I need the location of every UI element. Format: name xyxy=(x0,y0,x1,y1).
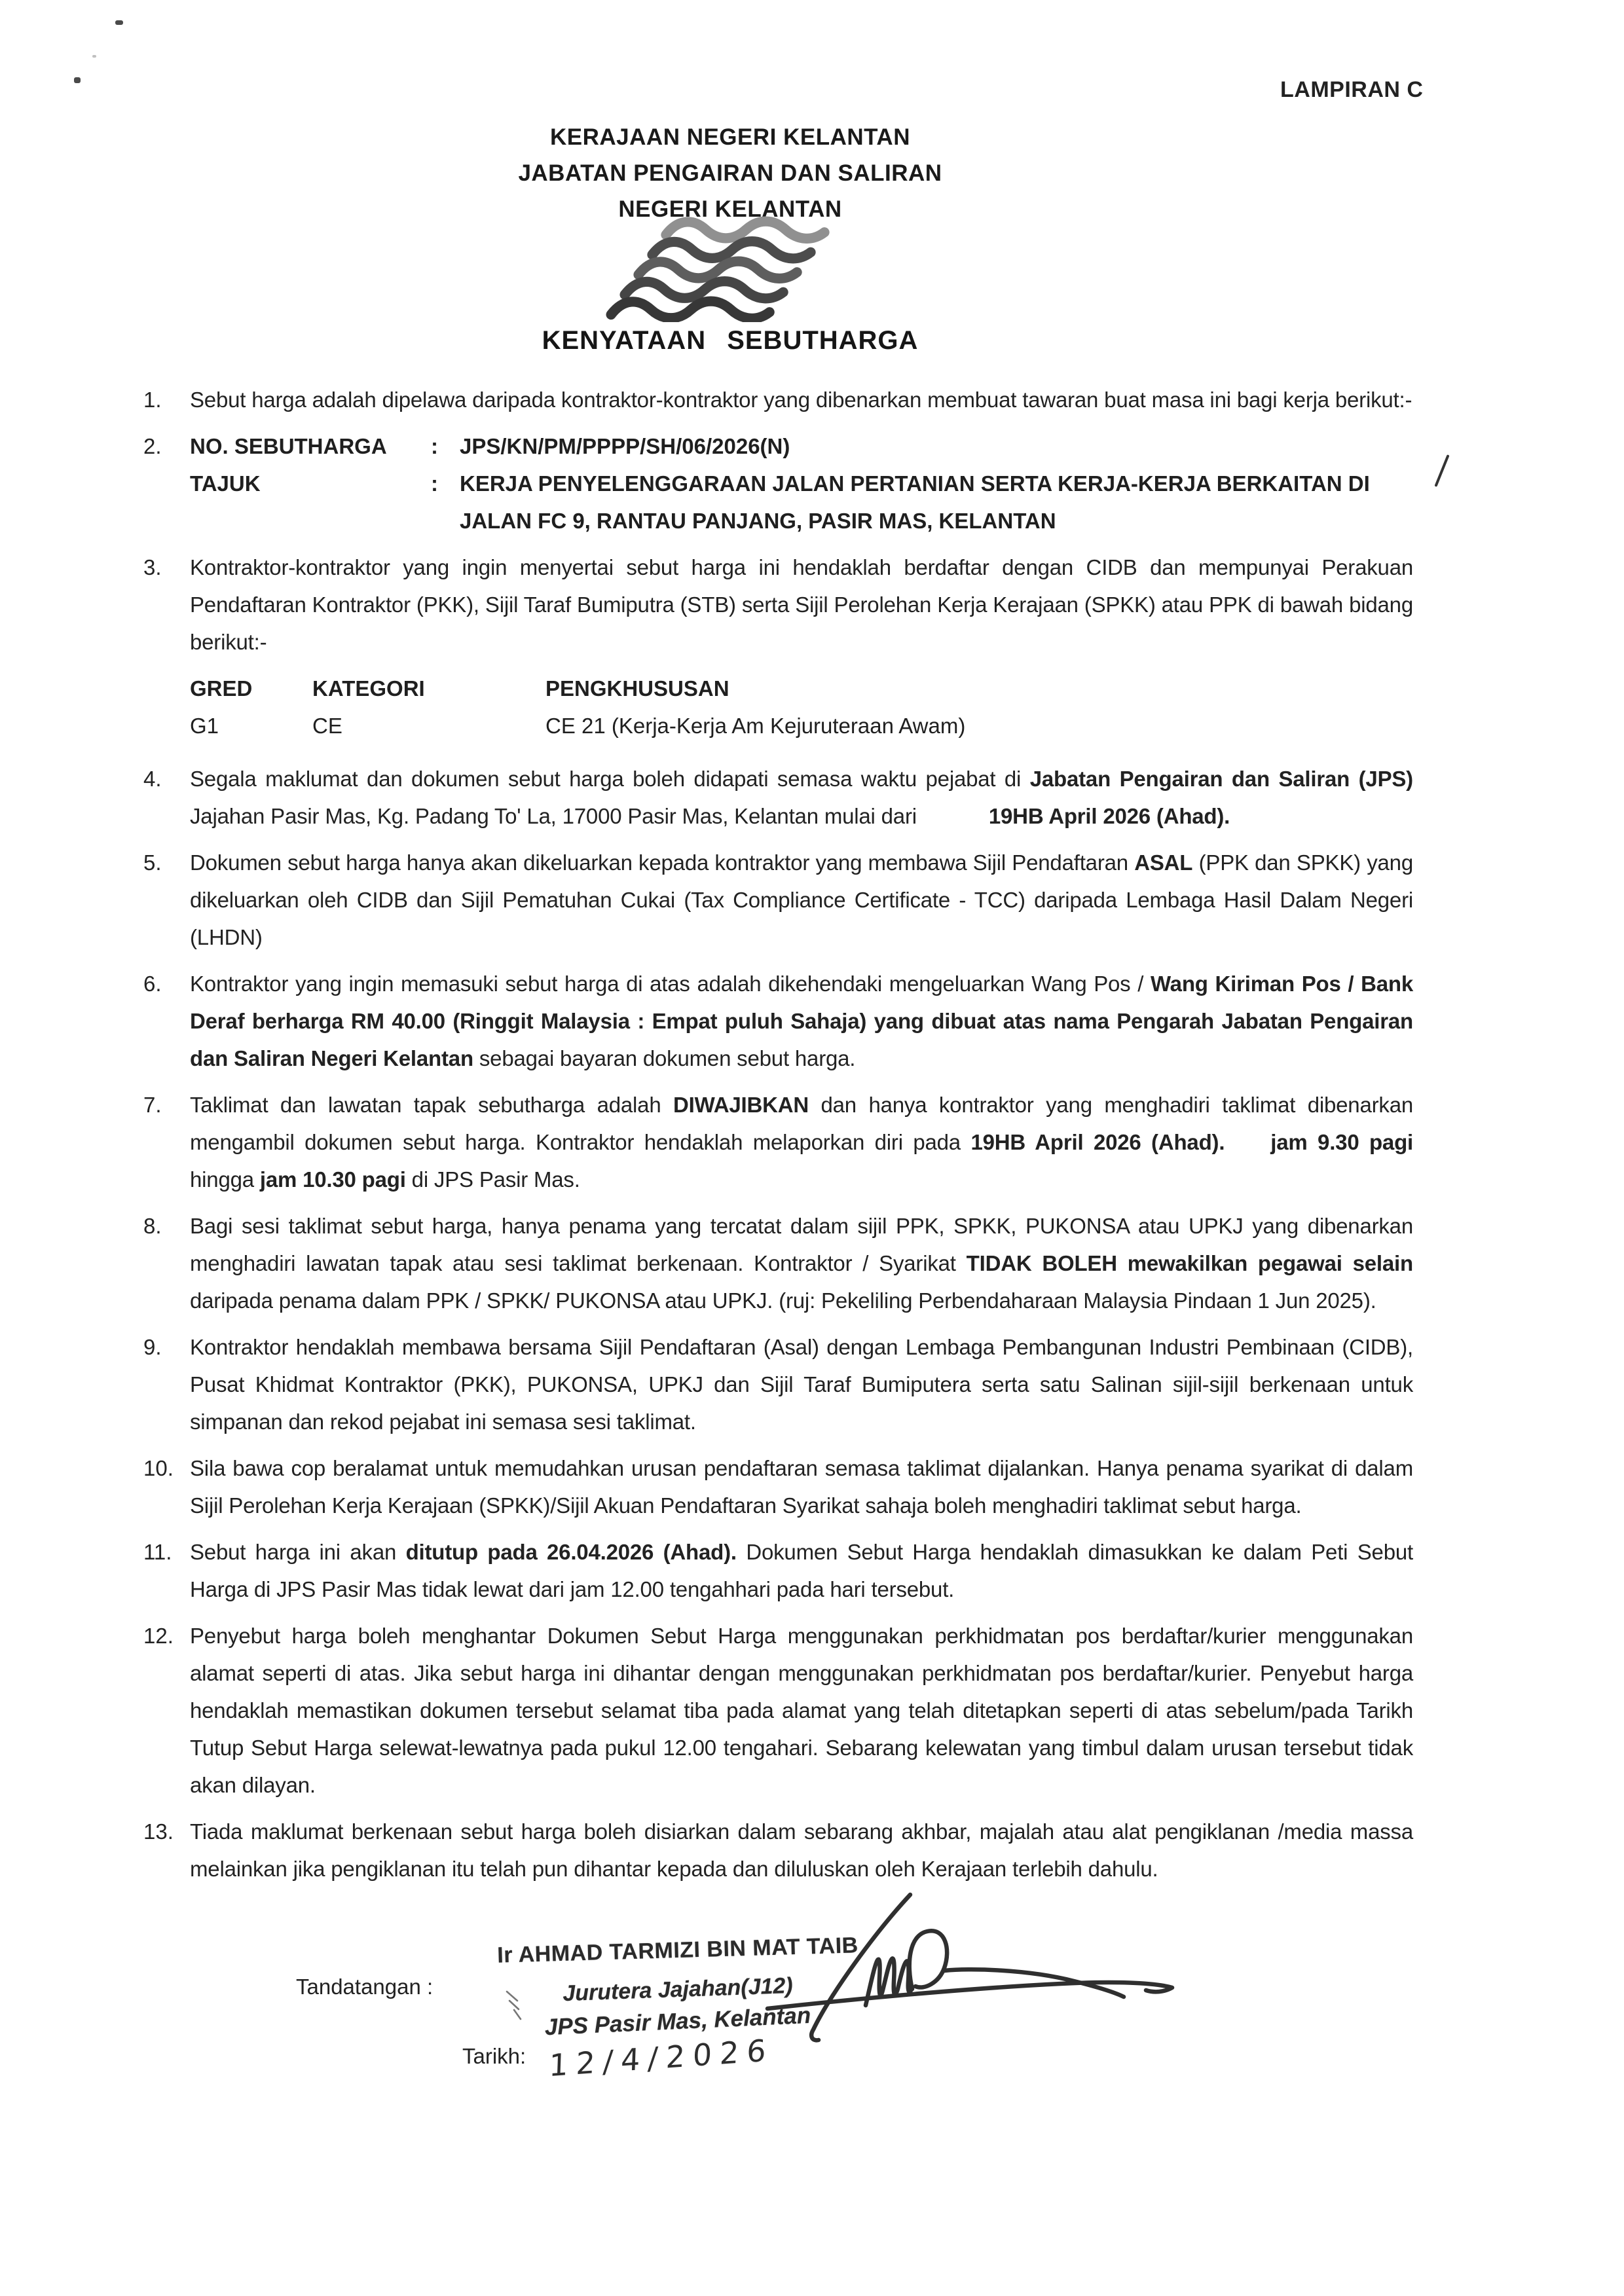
clause-1 xyxy=(141,381,1413,418)
document-items xyxy=(141,381,1413,1897)
clause-number: 11. xyxy=(143,1540,172,1564)
bold-text-run: 19HB April 2026 (Ahad). xyxy=(988,804,1230,828)
clause-text xyxy=(190,760,1413,835)
text-run: Tiada maklumat berkenaan sebut harga boleh disiarkan dalam sebarang akhbar, majalah atau alat pengiklanan /media massa melainkan jika pengiklanan itu telah pun dihantar kepada dan diluluskan oleh Kerajaan terlebih dahulu. xyxy=(190,1819,1413,1881)
wave-band-1 xyxy=(666,221,824,238)
clause-4 xyxy=(141,760,1413,835)
text-run: Sebut harga ini akan xyxy=(190,1540,406,1564)
text-run: di JPS Pasir Mas. xyxy=(405,1167,580,1192)
clause-number: 12. xyxy=(143,1624,174,1648)
kv-row xyxy=(190,465,1413,539)
clause-text xyxy=(190,381,1413,418)
clause-6 xyxy=(141,965,1413,1077)
wave-band-3 xyxy=(638,261,797,278)
text-run: Sebut harga adalah dipelawa daripada kontraktor-kontraktor yang dibenarkan membuat tawaran buat masa ini bagi kerja berikut:- xyxy=(190,388,1412,412)
clause-text xyxy=(190,1328,1413,1440)
clause-number: 7. xyxy=(143,1093,162,1117)
clause-text xyxy=(190,965,1413,1077)
grade-table xyxy=(190,670,1413,744)
bold-text-run: ditutup pada 26.04.2026 (Ahad). xyxy=(405,1540,737,1564)
grade-table-cell: G1 xyxy=(190,714,219,738)
text-run: dan hanya kontraktor yang menghadiri taklimat dibenarkan mengambil dokumen sebut harga. Kontraktor hendaklah melaporkan diri pada xyxy=(190,1093,1413,1154)
signature-loop-stroke xyxy=(910,1931,947,1989)
kv-colon: : xyxy=(431,434,438,458)
wave-band-2 xyxy=(652,242,811,259)
clause-number: 8. xyxy=(143,1214,162,1238)
clause-text xyxy=(190,1207,1413,1319)
clause-number: 6. xyxy=(143,972,162,996)
bold-text-run: DIWAJIBKAN xyxy=(673,1093,809,1117)
clause-text xyxy=(190,1533,1413,1608)
grade-table-header-cell: KATEGORI xyxy=(312,676,425,701)
clause-text xyxy=(190,844,1413,956)
handwritten-date: 12/4/2026 xyxy=(548,2032,775,2084)
signatory-position-stamp: Jurutera Jajahan(J12) xyxy=(562,1973,794,2007)
grade-table-header-cell: PENGKHUSUSAN xyxy=(545,676,729,701)
letterhead-line-3: NEGERI KELANTAN xyxy=(618,196,842,222)
signatory-name-stamp: Ir AHMAD TARMIZI BIN MAT TAIB xyxy=(496,1933,859,1968)
jps-waves-logo-svg xyxy=(604,216,832,322)
kv-row xyxy=(190,428,1413,465)
grade-table-row xyxy=(190,707,1413,744)
clause-number: 5. xyxy=(143,850,162,875)
clause-5 xyxy=(141,844,1413,956)
wave-band-4 xyxy=(625,282,783,299)
text-run: Sila bawa cop beralamat untuk memudahkan urusan pendaftaran semasa taklimat dijalankan. Hanya penama syarikat di dalam Sijil Perolehan Kerja Kerajaan (SPKK)/Sijil Akuan Pendaftaran Syarikat sahaja boleh menghadiri taklimat sebut harga. xyxy=(190,1456,1413,1518)
grade-table-cell: CE xyxy=(312,714,342,738)
clause-9 xyxy=(141,1328,1413,1440)
kv-value: JPS/KN/PM/PPPP/SH/06/2026(N) xyxy=(460,434,790,458)
kv-value: KERJA PENYELENGGARAAN JALAN PERTANIAN SERTA KERJA-KERJA BERKAITAN DI JALAN FC 9, RANTAU PANJANG, PASIR MAS, KELANTAN xyxy=(460,471,1370,533)
text-run: Dokumen sebut harga hanya akan dikeluarkan kepada kontraktor yang membawa Sijil Pendaftaran xyxy=(190,850,1135,875)
letterhead xyxy=(0,119,1460,227)
signature-caption: Tandatangan : xyxy=(296,1975,434,1999)
clause-text xyxy=(190,1086,1413,1198)
date-caption: Tarikh: xyxy=(462,2044,526,2068)
text-run: Jajahan Pasir Mas, Kg. Padang To' La, 17000 Pasir Mas, Kelantan mulai dari xyxy=(190,804,917,828)
clause-text xyxy=(190,1617,1413,1804)
text-run: (PPK dan SPKK) yang dikeluarkan oleh CIDB dan Sijil Pematuhan Cukai (Tax Compliance Certificate - TCC) daripada Lembaga Hasil Dalam Negeri (LHDN) xyxy=(190,850,1413,949)
wave-band-5 xyxy=(611,301,769,318)
bold-text-run: ASAL xyxy=(1134,850,1193,875)
clause-number: 9. xyxy=(143,1335,162,1359)
clause-text xyxy=(190,1449,1413,1524)
text-run: Kontraktor yang ingin memasuki sebut harga di atas adalah dikehendaki mengeluarkan Wang Pos / xyxy=(190,972,1151,996)
scan-speck xyxy=(92,55,96,58)
signatory-office-stamp: JPS Pasir Mas, Kelantan xyxy=(544,2002,811,2041)
clause-3 xyxy=(141,549,1413,661)
clause-2 xyxy=(141,428,1413,539)
grade-table-header-cell: GRED xyxy=(190,676,253,701)
text-run: Taklimat dan lawatan tapak sebutharga adalah xyxy=(190,1093,673,1117)
bold-text-run: jam 9.30 pagi xyxy=(1270,1130,1414,1154)
kv-label: TAJUK xyxy=(190,471,261,496)
clause-number: 2. xyxy=(143,434,162,458)
scan-speck xyxy=(115,20,123,25)
clause-number: 4. xyxy=(143,767,162,791)
jps-waves-logo xyxy=(604,216,832,325)
bold-text-run: Jabatan Pengairan dan Saliran (JPS) xyxy=(1029,767,1413,791)
text-run: Bagi sesi taklimat sebut harga, hanya penama yang tercatat dalam sijil PPK, SPKK, PUKONSA atau UPKJ yang dibenarkan menghadiri lawatan tapak atau sesi taklimat berkenaan. Kontraktor / Syarikat xyxy=(190,1214,1413,1275)
clause-10 xyxy=(141,1449,1413,1524)
clause-kv-rows xyxy=(190,428,1413,539)
clause-number: 3. xyxy=(143,555,162,579)
text-run: daripada penama dalam PPK / SPKK/ PUKONSA atau UPKJ. (ruj: Pekeliling Perbendaharaan Malaysia Pindaan 1 Jun 2025). xyxy=(190,1288,1376,1313)
pen-scribble-mark xyxy=(503,1989,529,2023)
clause-number: 10. xyxy=(143,1456,174,1480)
document-title: KENYATAAN SEBUTHARGA xyxy=(542,326,919,355)
text-run: Kontraktor hendaklah membawa bersama Sijil Pendaftaran (Asal) dengan Lembaga Pembangunan Industri Pembinaan (CIDB), Pusat Khidmat Kontraktor (PKK), PUKONSA, UPKJ dan Sijil Taraf Bumiputera serta satu Salinan sijil-sijil berkenaan untuk simpanan dan rekod pejabat ini semasa sesi taklimat. xyxy=(190,1335,1413,1434)
text-run: Penyebut harga boleh menghantar Dokumen Sebut Harga menggunakan perkhidmatan pos berdaftar/kurier menggunakan alamat seperti di atas. Jika sebut harga ini dihantar dengan menggunakan perkhidmatan pos berdaftar/kurier. Penyebut harga hendaklah memastikan dokumen tersebut selamat tiba pada alamat yang telah ditetapkan seperti di atas sebelum/pada Tarikh Tutup Sebut Harga selewat-lewatnya pada pukul 12.00 tengahari. Sebarang kelewatan yang timbul dalam urusan tersebut tidak akan dilayan. xyxy=(190,1624,1413,1797)
kv-label: NO. SEBUTHARGA xyxy=(190,434,387,458)
bold-text-run: TIDAK BOLEH mewakilkan pegawai selain xyxy=(966,1251,1413,1275)
clause-8 xyxy=(141,1207,1413,1319)
grade-table-header xyxy=(190,670,1413,707)
bold-text-run: 19HB April 2026 (Ahad). xyxy=(970,1130,1225,1154)
text-run: Kontraktor-kontraktor yang ingin menyertai sebut harga ini hendaklah berdaftar dengan CIDB dan mempunyai Perakuan Pendaftaran Kontraktor (PKK), Sijil Taraf Bumiputra (STB) serta Sijil Perolehan Kerja Kerajaan (SPKK) atau PPK di bawah bidang berikut:- xyxy=(190,555,1413,654)
handwritten-tick-mark xyxy=(1434,454,1449,487)
handwritten-signature xyxy=(720,1872,1218,2062)
letterhead-line-1: KERAJAAN NEGERI KELANTAN xyxy=(550,124,910,150)
scan-speck xyxy=(74,77,81,83)
clause-text xyxy=(190,549,1413,661)
clause-7 xyxy=(141,1086,1413,1198)
bold-text-run: Wang Kiriman Pos / Bank Deraf berharga RM 40.00 (Ringgit Malaysia : Empat puluh Sahaja) yang dibuat atas nama Pengarah Jabatan Pengairan dan Saliran Negeri Kelantan xyxy=(190,972,1413,1070)
clause-number: 1. xyxy=(143,388,162,412)
letterhead-line-2: JABATAN PENGAIRAN DAN SALIRAN xyxy=(518,160,942,186)
text-run: Segala maklumat dan dokumen sebut harga boleh didapati semasa waktu pejabat di xyxy=(190,767,1030,791)
text-run: hingga xyxy=(190,1167,260,1192)
text-run: Dokumen Sebut Harga hendaklah dimasukkan ke dalam Peti Sebut Harga di JPS Pasir Mas tidak lewat dari jam 12.00 tengahhari pada hari tersebut. xyxy=(190,1540,1413,1601)
kv-colon: : xyxy=(431,471,438,496)
clause-12 xyxy=(141,1617,1413,1804)
text-run: sebagai bayaran dokumen sebut harga. xyxy=(473,1046,856,1070)
lampiran-label: LAMPIRAN C xyxy=(1280,77,1424,102)
clause-number: 13. xyxy=(143,1819,174,1844)
grade-table-cell: CE 21 (Kerja-Kerja Am Kejuruteraan Awam) xyxy=(545,714,966,738)
clause-11 xyxy=(141,1533,1413,1608)
bold-text-run: jam 10.30 pagi xyxy=(259,1167,406,1192)
